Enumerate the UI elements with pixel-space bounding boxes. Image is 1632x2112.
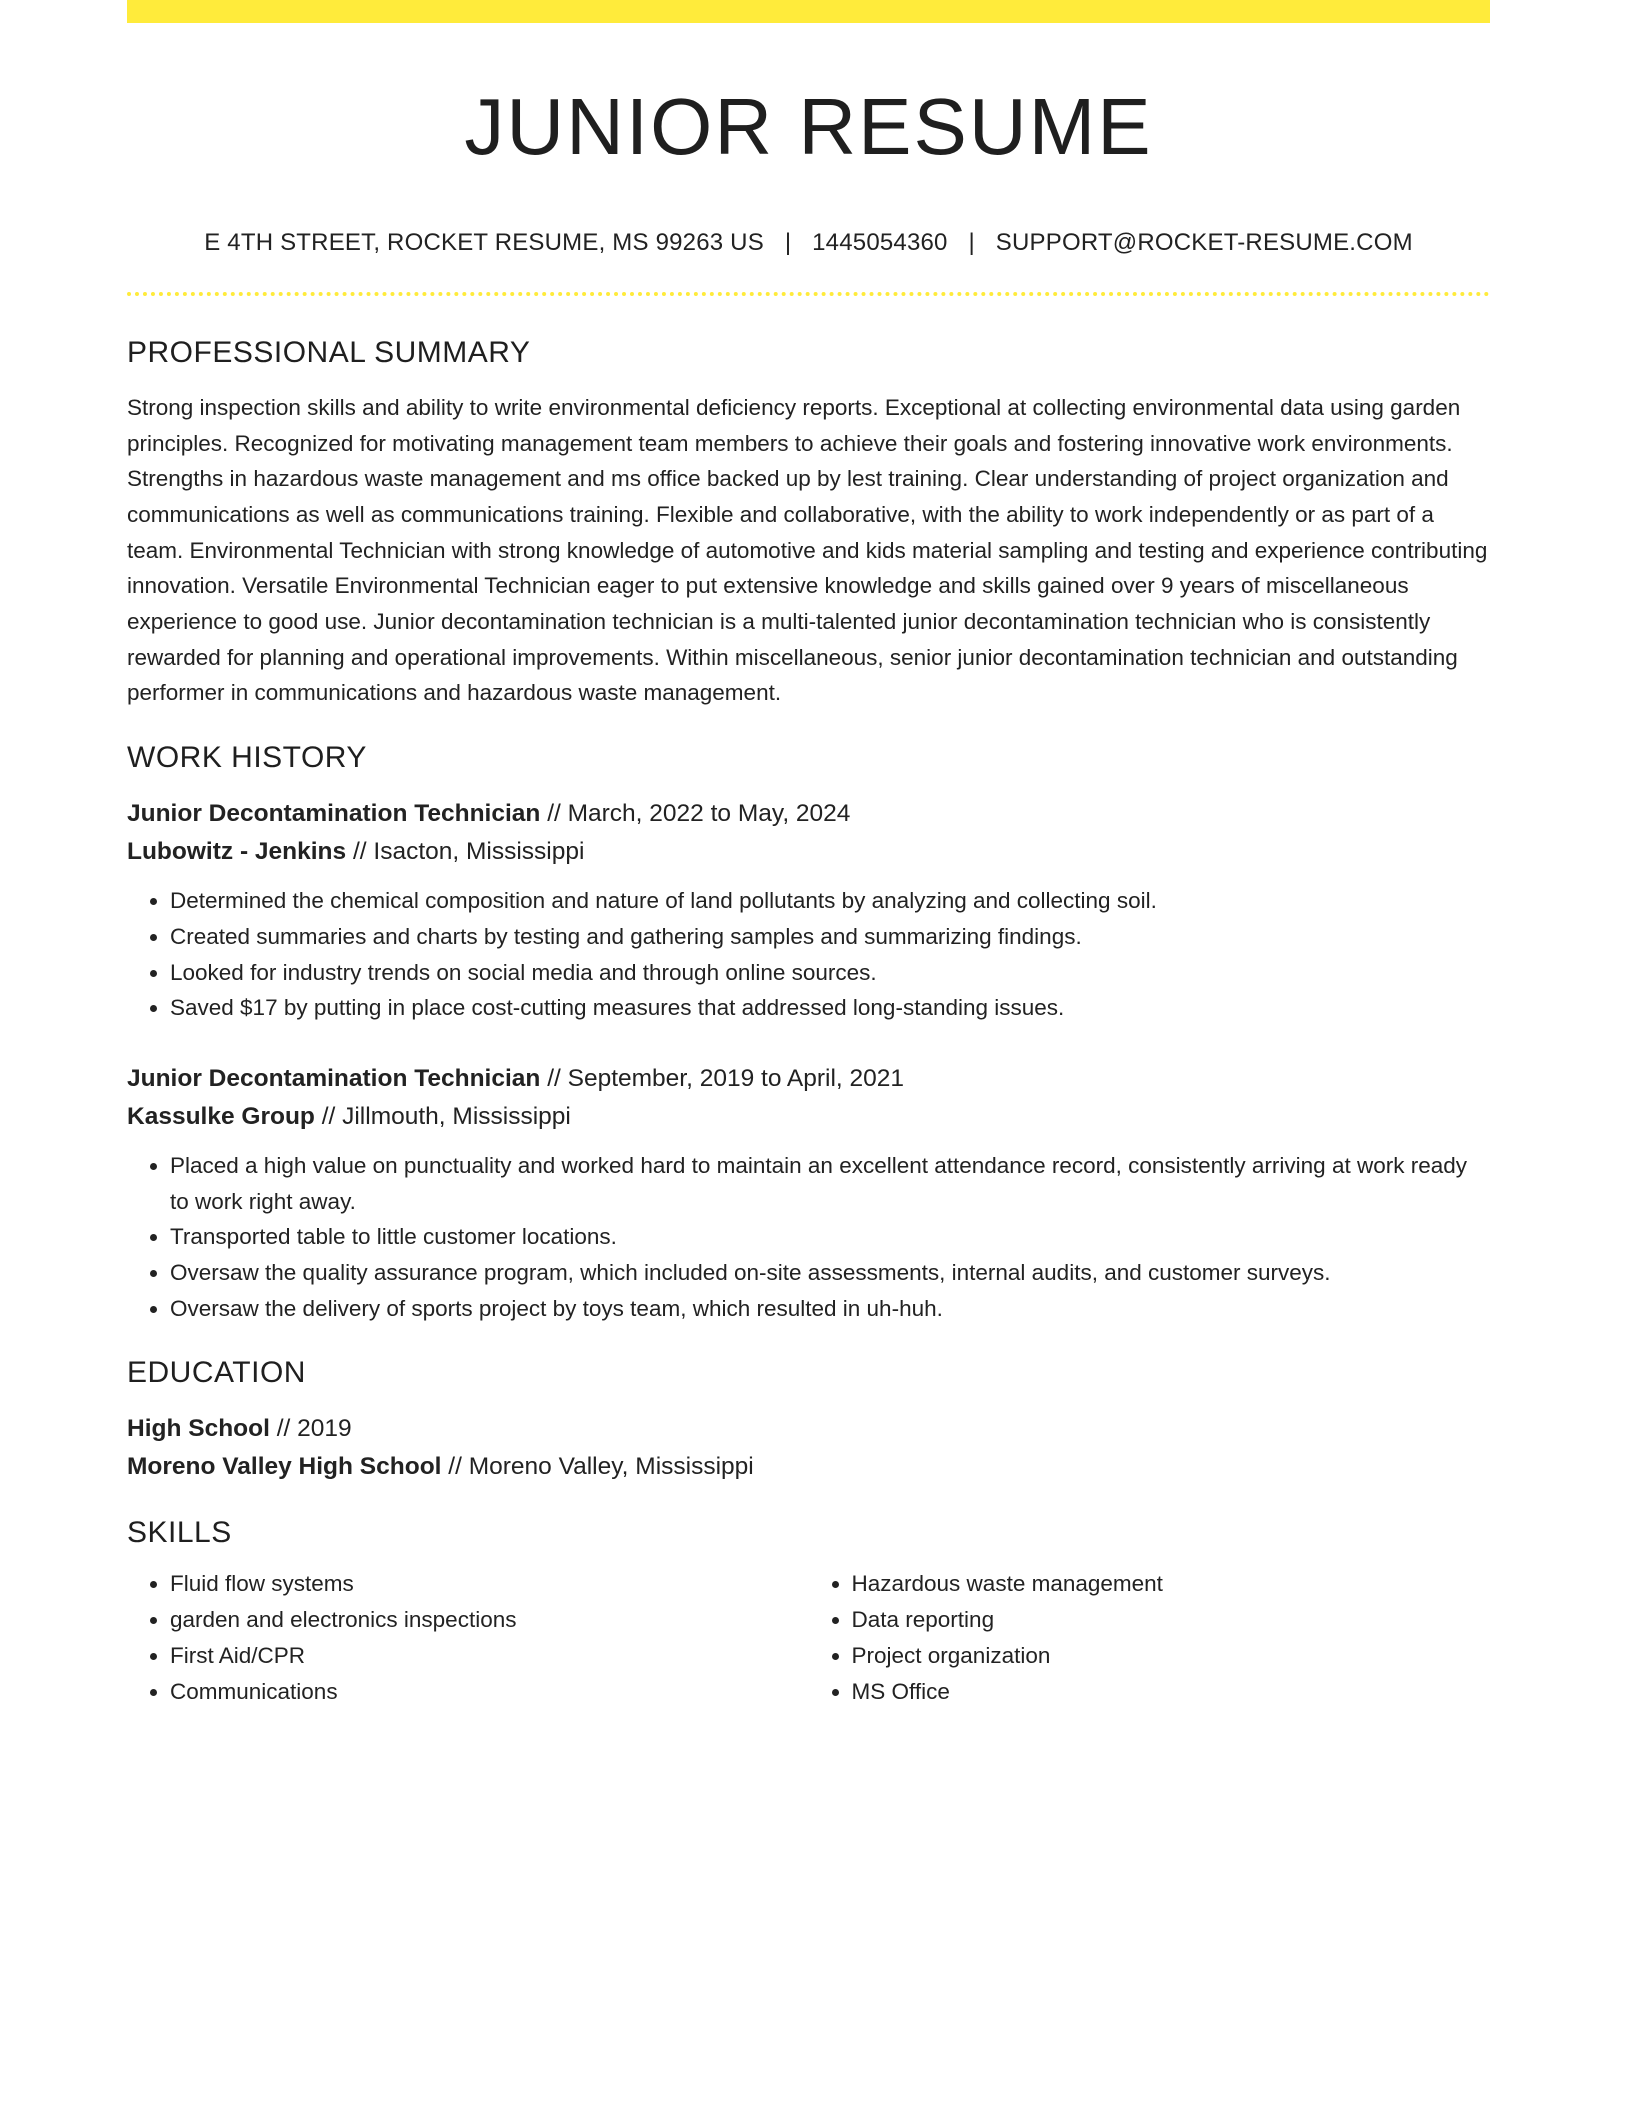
- skill-item: • Hazardous waste management: [852, 1566, 1491, 1602]
- education-location: // Moreno Valley, Mississippi: [441, 1453, 754, 1481]
- job-company: Lubowitz - Jenkins: [127, 838, 347, 866]
- job-bullet: • Saved $17 by putting in place cost-cutting measures that addressed long-standing issues.: [170, 990, 1490, 1026]
- education-degree: High School: [127, 1415, 270, 1443]
- job-dates: // March, 2022 to May, 2024: [540, 800, 851, 828]
- job-dates: // September, 2019 to April, 2021: [540, 1064, 905, 1092]
- job-bullets: [127, 883, 1490, 1026]
- section-title-work-history: WORK HISTORY: [127, 741, 367, 775]
- contact-phone: 1445054360: [812, 229, 948, 256]
- section-title-education: EDUCATION: [127, 1356, 306, 1390]
- contact-email: SUPPORT@ROCKET-RESUME.COM: [995, 229, 1413, 256]
- skill-item: • Fluid flow systems: [170, 1566, 809, 1602]
- job-role: Junior Decontamination Technician: [127, 800, 541, 828]
- job-bullet: • Determined the chemical composition and nature of land pollutants by analyzing and collecting soil.: [170, 883, 1490, 919]
- skill-item: • Project organization: [852, 1638, 1491, 1674]
- job-location: // Jillmouth, Mississippi: [314, 1102, 571, 1130]
- education-degree-line: [127, 1410, 1490, 1448]
- job-bullet: • Transported table to little customer locations.: [170, 1219, 1490, 1255]
- job-bullet: • Oversaw the quality assurance program, which included on-site assessments, internal audits, and customer surveys.: [170, 1255, 1490, 1291]
- skills-column-left: [127, 1566, 809, 1709]
- education-school: Moreno Valley High School: [127, 1453, 442, 1481]
- skills-column-right: [809, 1566, 1491, 1709]
- job-bullet: • Oversaw the delivery of sports project by toys team, which resulted in uh-huh.: [170, 1291, 1490, 1327]
- job-title-line: [127, 1060, 1490, 1098]
- education-entry: [127, 1410, 1490, 1486]
- job-entry: [127, 1060, 1490, 1327]
- job-role: Junior Decontamination Technician: [127, 1064, 541, 1092]
- contact-separator: |: [968, 229, 975, 256]
- job-location: // Isacton, Mississippi: [346, 838, 585, 866]
- job-title-line: [127, 795, 1490, 833]
- education-school-line: [127, 1448, 1490, 1486]
- skill-item: • Data reporting: [852, 1602, 1491, 1638]
- contact-address: E 4TH STREET, ROCKET RESUME, MS 99263 US: [204, 229, 764, 256]
- education-year: // 2019: [269, 1415, 352, 1443]
- header-divider: [127, 292, 1490, 296]
- skill-item: • MS Office: [852, 1674, 1491, 1710]
- skills-grid: [127, 1566, 1490, 1709]
- job-bullet: • Placed a high value on punctuality and worked hard to maintain an excellent attendance record, consistently arriving at work ready to work right away.: [170, 1148, 1490, 1219]
- resume-name: JUNIOR RESUME: [464, 82, 1153, 171]
- skill-item: • Communications: [170, 1674, 809, 1710]
- summary-text: Strong inspection skills and ability to write environmental deficiency reports. Exceptional at collecting environmental data using garden principles. Recognized for motivating management team members to achieve their goals and fostering innovative work environments. Strengths in hazardous waste management and ms office backed up by lest training. Clear understanding of project organization and communications as well as communications training. Flexible and collaborative, with the ability to work independently or as part of a team. Environmental Technician with strong knowledge of automotive and kids material sampling and testing and experience contributing innovation. Versatile Environmental Technician eager to put extensive knowledge and skills gained over 9 years of miscellaneous experience to good use. Junior decontamination technician is a multi-talented junior decontamination technician who is consistently rewarded for planning and operational improvements. Within miscellaneous, senior junior decontamination technician and outstanding performer in communications and hazardous waste management.: [127, 394, 1488, 706]
- job-bullets: [127, 1148, 1490, 1327]
- job-company-line: [127, 833, 1490, 871]
- job-bullet: • Created summaries and charts by testing and gathering samples and summarizing findings.: [170, 919, 1490, 955]
- job-company: Kassulke Group: [127, 1102, 315, 1130]
- accent-bar: [127, 0, 1490, 23]
- section-title-skills: SKILLS: [127, 1516, 232, 1550]
- contact-separator: |: [784, 229, 792, 256]
- job-entry: [127, 795, 1490, 1026]
- resume-page: [127, 0, 1490, 1709]
- job-company-line: [127, 1098, 1490, 1136]
- skill-item: • First Aid/CPR: [170, 1638, 809, 1674]
- contact-line: [127, 229, 1490, 258]
- job-bullet: • Looked for industry trends on social media and through online sources.: [170, 955, 1490, 991]
- section-title-summary: PROFESSIONAL SUMMARY: [127, 335, 531, 369]
- skill-item: • garden and electronics inspections: [170, 1602, 809, 1638]
